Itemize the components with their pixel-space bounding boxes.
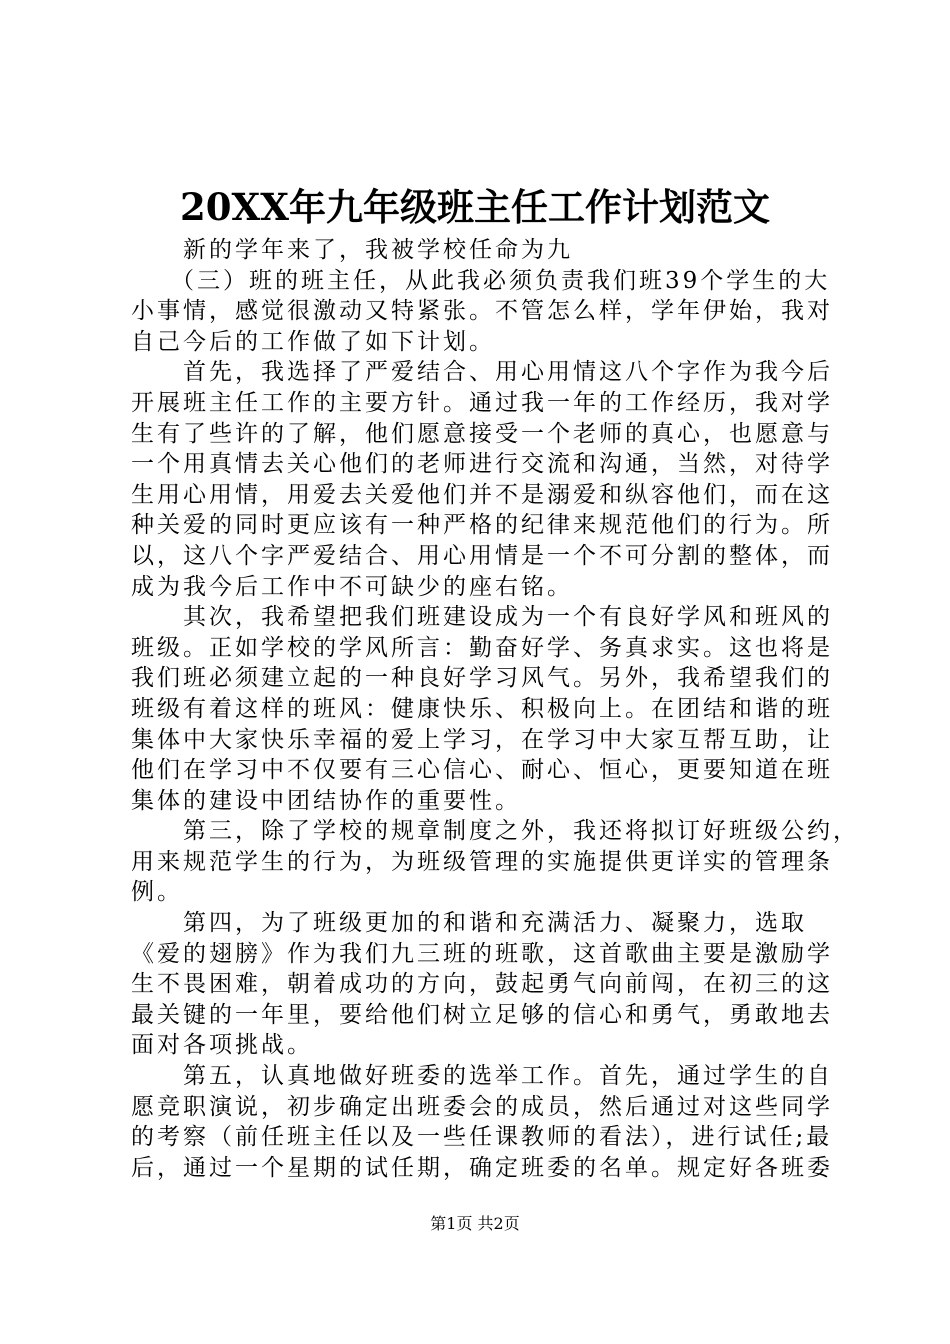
text-line: 种关爱的同时更应该有一种严格的纪律来规范他们的行为。所 [131, 512, 833, 539]
text-line: 面对各项挑战。 [131, 1032, 313, 1059]
text-line: 以，这八个字严爱结合、用心用情是一个不可分割的整体，而 [131, 542, 833, 569]
text-line: 第四，为了班级更加的和谐和充满活力、凝聚力，选取 [183, 910, 807, 937]
text-line: 班级。正如学校的学风所言：勤奋好学、务真求实。这也将是 [131, 634, 833, 661]
text-line: 新的学年来了，我被学校任命为九 [183, 237, 573, 263]
text-line: 集体中大家快乐幸福的爱上学习，在学习中大家互帮互助，让 [131, 726, 833, 753]
document-body [131, 235, 859, 1183]
text-line: 最关键的一年里，要给他们树立足够的信心和勇气，勇敢地去 [131, 1001, 833, 1028]
document-title: 20XX年九年级班主任工作计划范文 [180, 185, 770, 229]
text-line: 例。 [131, 879, 183, 906]
text-line: 用来规范学生的行为，为班级管理的实施提供更详实的管理条 [131, 848, 833, 875]
text-line: 愿竞职演说，初步确定出班委会的成员，然后通过对这些同学 [131, 1093, 833, 1120]
text-line: 其次，我希望把我们班建设成为一个有良好学风和班风的 [183, 604, 833, 631]
text-line: 第三，除了学校的规章制度之外，我还将拟订好班级公约， [183, 818, 859, 845]
page-footer: 第1页 共2页 [430, 1214, 520, 1233]
text-line: 生有了些许的了解，他们愿意接受一个老师的真心，也愿意与 [131, 420, 833, 447]
text-line: 集体的建设中团结协作的重要性。 [131, 787, 521, 814]
text-line: 《爱的翅膀》作为我们九三班的班歌，这首歌曲主要是激励学 [131, 940, 833, 967]
text-line: 小事情，感觉很激动又特紧张。不管怎么样，学年伊始，我对 [131, 298, 833, 325]
text-line: （三）班的班主任，从此我必须负责我们班39个学生的大 [171, 267, 831, 294]
text-line: 他们在学习中不仅要有三心信心、耐心、恒心，更要知道在班 [131, 757, 833, 784]
text-line: 开展班主任工作的主要方针。通过我一年的工作经历，我对学 [131, 389, 833, 416]
text-line: 生用心用情，用爱去关爱他们并不是溺爱和纵容他们，而在这 [131, 481, 833, 508]
text-line: 我们班必须建立起的一种良好学习风气。另外，我希望我们的 [131, 665, 833, 692]
text-line: 的考察（前任班主任以及一些任课教师的看法），进行试任;最 [131, 1124, 833, 1151]
text-line: 成为我今后工作中不可缺少的座右铭。 [131, 573, 573, 600]
text-line: 首先，我选择了严爱结合、用心用情这八个字作为我今后 [183, 359, 833, 386]
text-line: 自己今后的工作做了如下计划。 [131, 328, 495, 355]
text-line: 生不畏困难，朝着成功的方向，鼓起勇气向前闯，在初三的这 [131, 971, 833, 998]
text-line: 一个用真情去关心他们的老师进行交流和沟通，当然，对待学 [131, 451, 833, 478]
text-line: 后，通过一个星期的试任期，确定班委的名单。规定好各班委 [131, 1154, 833, 1181]
text-line: 第五，认真地做好班委的选举工作。首先，通过学生的自 [183, 1063, 833, 1090]
text-line: 班级有着这样的班风：健康快乐、积极向上。在团结和谐的班 [131, 695, 833, 722]
